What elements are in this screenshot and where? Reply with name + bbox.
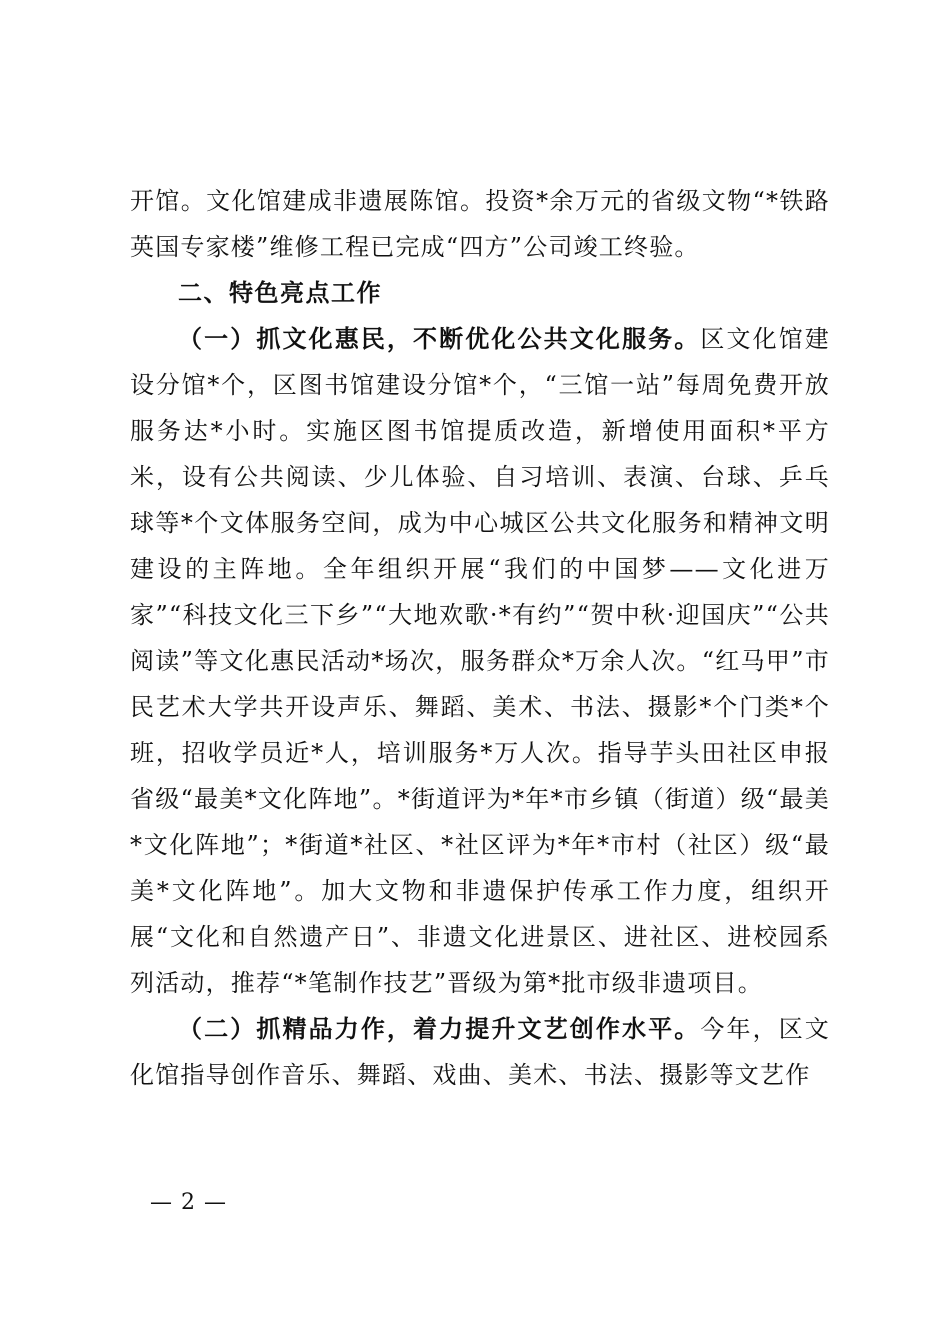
paragraph-one (130, 316, 830, 1006)
page-number: — 2 — (150, 1190, 227, 1215)
section-heading: 二、特色亮点工作 (178, 279, 382, 307)
paragraph-one-body: 区文化馆建设分馆*个，区图书馆建设分馆*个，“三馆一站”每周免费开放服务达*小时。实施区图书馆提质改造，新增使用面积*平方米，设有公共阅读、少儿体验、自习培训、表演、台球、乒乓球等*个文体服务空间，成为中心城区公共文化服务和精神文明建设的主阵地。全年组织开展“我们的中国梦——文化进万家”“科技文化三下乡”“大地欢歌·*有约”“贺中秋·迎国庆”“公共阅读”等文化惠民活动*场次，服务群众*万余人次。“红马甲”市民艺术大学共开设声乐、舞蹈、美术、书法、摄影*个门类*个班，招收学员近*人，培训服务*万人次。指导芋头田社区申报省级“最美*文化阵地”。*街道评为*年*市乡镇（街道）级“最美*文化阵地”；*街道*社区、*社区评为*年*市村（社区）级“最美*文化阵地”。加大文物和非遗保护传承工作力度，组织开展“文化和自然遗产日”、非遗文化进景区、进社区、进校园系列活动，推荐“*笔制作技艺”晋级为第*批市级非遗项目。 (130, 325, 831, 997)
paragraph-two-lead: （二）抓精品力作，着力提升文艺创作水平。 (178, 1014, 701, 1043)
paragraph-two-body: 今年，区文化馆指导创作音乐、舞蹈、戏曲、美术、书法、摄影等文艺作 (130, 1015, 831, 1089)
paragraph-two (130, 1006, 830, 1098)
continuation-paragraph: 开馆。文化馆建成非遗展陈馆。投资*余万元的省级文物“*铁路英国专家楼”维修工程已完成“四方”公司竣工终验。 (130, 187, 830, 261)
paragraph-one-lead: （一）抓文化惠民，不断优化公共文化服务。 (178, 324, 701, 353)
body-text (130, 178, 830, 1098)
